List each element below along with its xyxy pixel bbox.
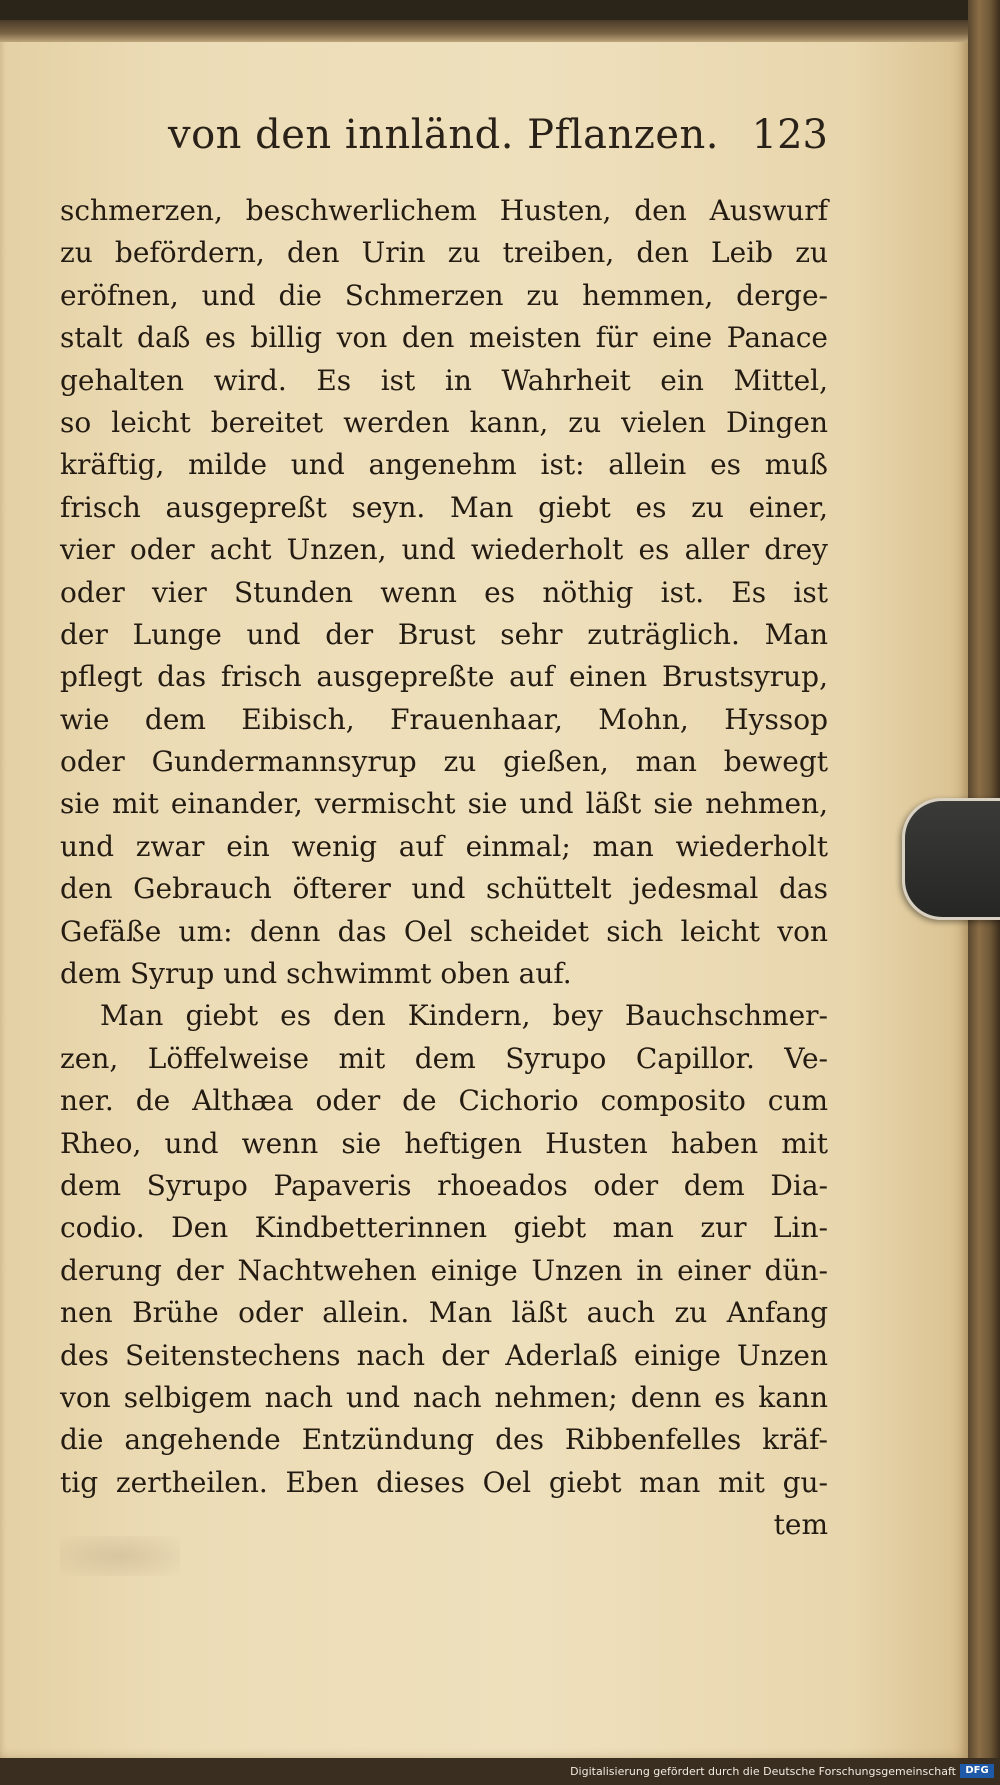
text-line: Gefäße um: denn das Oel scheidet sich leicht von <box>60 914 828 948</box>
text-line: zen, Löffelweise mit dem Syrupo Capillor. Ve- <box>60 1041 828 1075</box>
text-line: frisch ausgepreßt seyn. Man giebt es zu einer, <box>60 490 828 524</box>
text-line: kräftig, milde und angenehm ist: allein es muß <box>60 448 828 482</box>
running-head: von den innländ. Pflanzen. <box>168 112 720 158</box>
top-shadow <box>0 20 968 42</box>
text-line: oder vier Stunden wenn es nöthig ist. Es ist <box>60 575 828 609</box>
text-line: dem Syrup und schwimmt oben auf. <box>60 957 572 991</box>
page-clip <box>902 798 1000 920</box>
text-line: nen Brühe oder allein. Man läßt auch zu Anfang <box>60 1296 828 1330</box>
text-line: so leicht bereitet werden kann, zu vielen Dingen <box>60 405 828 439</box>
text-line: und zwar ein wenig auf einmal; man wiederholt <box>60 829 828 863</box>
text-line: tig zertheilen. Eben dieses Oel giebt man mit gu- <box>60 1465 828 1499</box>
text-line: wie dem Eibisch, Frauenhaar, Mohn, Hyssop <box>60 702 828 736</box>
text-line: pflegt das frisch ausgepreßte auf einen Brustsyrup, <box>60 660 828 694</box>
body-text <box>60 190 828 1547</box>
text-line: von selbigem nach und nach nehmen; denn es kann <box>60 1380 828 1414</box>
catchword: tem <box>773 1508 828 1542</box>
text-line: derung der Nachtwehen einige Unzen in einer dün- <box>60 1253 828 1287</box>
text-line: codio. Den Kindbetterinnen giebt man zur Lin- <box>60 1211 828 1245</box>
text-line: Rheo, und wenn sie heftigen Husten haben mit <box>60 1126 828 1160</box>
text-line: zu befördern, den Urin zu treiben, den Leib zu <box>60 236 828 270</box>
text-line: eröfnen, und die Schmerzen zu hemmen, derge- <box>60 278 828 312</box>
text-line: der Lunge und der Brust sehr zuträglich. Man <box>60 617 828 651</box>
text-line: des Seitenstechens nach der Aderlaß einige Unzen <box>60 1338 828 1372</box>
text-line: ner. de Althæa oder de Cichorio composito cum <box>60 1084 828 1118</box>
text-line: stalt daß es billig von den meisten für eine Panace <box>60 321 828 355</box>
page-number: 123 <box>751 112 828 158</box>
ink-bleed-stain <box>60 1536 180 1576</box>
text-line: oder Gundermannsyrup zu gießen, man bewegt <box>60 745 828 779</box>
text-line: sie mit einander, vermischt sie und läßt sie nehmen, <box>60 787 828 821</box>
text-line: dem Syrupo Papaveris rhoeados oder dem Dia- <box>60 1168 828 1202</box>
text-line: den Gebrauch öfterer und schüttelt jedesmal das <box>60 872 828 906</box>
text-line: die angehende Entzündung des Ribbenfelles kräf- <box>60 1423 828 1457</box>
text-line: gehalten wird. Es ist in Wahrheit ein Mittel, <box>60 363 828 397</box>
page-header <box>168 108 828 168</box>
paragraph-first-line: Man giebt es den Kindern, bey Bauchschmer- <box>100 999 828 1033</box>
text-line: vier oder acht Unzen, und wiederholt es aller drey <box>60 533 828 567</box>
dfg-logo: DFG <box>960 1764 994 1778</box>
digitization-credit: Digitalisierung gefördert durch die Deutsche Forschungsgemeinschaft <box>570 1765 956 1778</box>
text-line: schmerzen, beschwerlichem Husten, den Auswurf <box>60 194 828 227</box>
